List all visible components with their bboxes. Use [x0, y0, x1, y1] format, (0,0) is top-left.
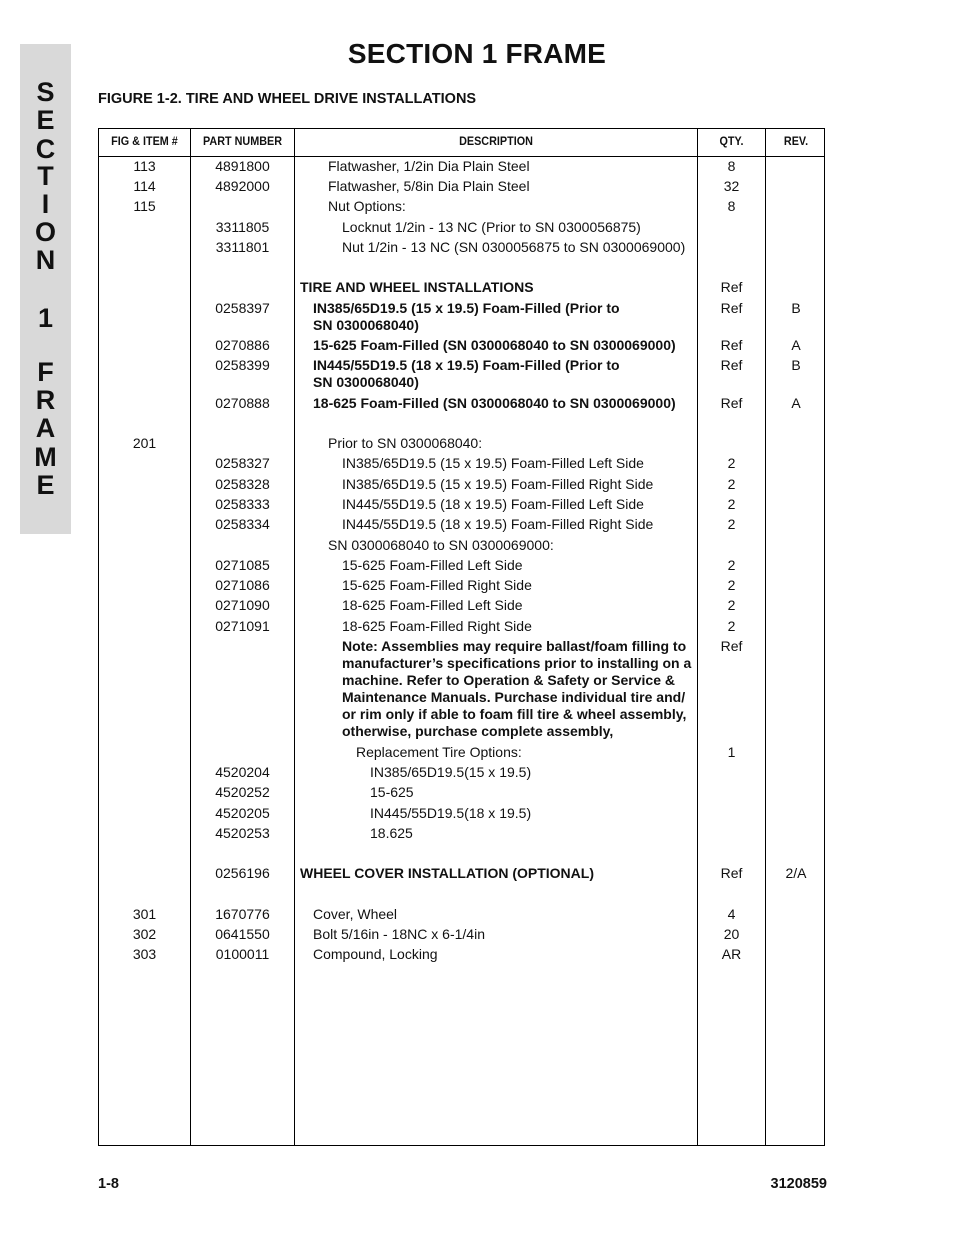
row-part-number: 4520253 — [215, 825, 270, 841]
row-qty: Ref — [720, 279, 743, 295]
row-qty: Ref — [720, 300, 743, 316]
row-description: Flatwasher, 1/2in Dia Plain Steel — [328, 158, 530, 174]
row-qty: AR — [721, 946, 742, 962]
row-qty: Ref — [720, 865, 743, 881]
row-part-number: 0258399 — [215, 357, 270, 373]
row-description: 18.625 — [370, 825, 413, 841]
header-divider — [99, 156, 824, 157]
row-part-number: 0271091 — [215, 618, 270, 634]
row-part-number: 3311801 — [215, 239, 270, 255]
row-qty: 8 — [727, 158, 736, 174]
row-description: 18-625 Foam-Filled (SN 0300068040 to SN 0300069000) — [313, 395, 676, 411]
parts-table — [98, 128, 825, 1146]
row-description: IN445/55D19.5 (18 x 19.5) Foam-Filled Right Side — [342, 516, 654, 532]
row-part-number: 0258327 — [215, 455, 270, 471]
row-part-number: 1670776 — [215, 906, 270, 922]
row-fig-item: 114 — [133, 178, 156, 194]
row-qty: 32 — [723, 178, 740, 194]
row-description: Bolt 5/16in - 18NC x 6-1/4in — [313, 926, 485, 942]
header-qty: QTY. — [719, 134, 744, 148]
header-rev: REV. — [783, 134, 809, 148]
side-tab-letter: F — [37, 357, 54, 387]
row-description: IN385/65D19.5 (15 x 19.5) Foam-Filled (Prior to SN 0300068040) — [313, 300, 620, 333]
row-description: Compound, Locking — [313, 946, 438, 962]
row-description: 15-625 Foam-Filled (SN 0300068040 to SN 0300069000) — [313, 337, 676, 353]
row-qty: Ref — [720, 357, 743, 373]
row-part-number: 4520252 — [215, 784, 270, 800]
row-description: Nut 1/2in - 13 NC (SN 0300056875 to SN 0300069000) — [342, 239, 686, 255]
side-tab-letter: C — [35, 134, 56, 164]
header-part-number: PART NUMBER — [202, 134, 283, 148]
page-number: 1-8 — [98, 1176, 119, 1192]
row-part-number: 3311805 — [215, 219, 270, 235]
row-rev: B — [791, 357, 801, 373]
row-qty: 2 — [727, 455, 736, 471]
row-qty: Ref — [720, 337, 743, 353]
side-tab-letter: M — [34, 442, 57, 472]
row-description: Locknut 1/2in - 13 NC (Prior to SN 0300056875) — [342, 219, 641, 235]
row-qty: 2 — [727, 597, 736, 613]
row-part-number: 4520205 — [215, 805, 270, 821]
row-qty: 4 — [727, 906, 736, 922]
row-description: 15-625 Foam-Filled Left Side — [342, 557, 523, 573]
row-description: 18-625 Foam-Filled Left Side — [342, 597, 523, 613]
row-part-number: 0258397 — [215, 300, 270, 316]
row-description: SN 0300068040 to SN 0300069000: — [328, 537, 554, 553]
row-rev: A — [791, 395, 801, 411]
row-part-number: 4892000 — [215, 178, 270, 194]
column-divider — [765, 129, 766, 1145]
side-tab-letter: R — [35, 385, 56, 415]
row-description: Prior to SN 0300068040: — [328, 435, 483, 451]
side-tab-letter: I — [41, 189, 50, 219]
row-description: 18-625 Foam-Filled Right Side — [342, 618, 532, 634]
row-part-number: 0100011 — [215, 946, 270, 962]
row-description: IN445/55D19.5 (18 x 19.5) Foam-Filled (Prior to SN 0300068040) — [313, 357, 620, 390]
row-part-number: 0258328 — [215, 476, 270, 492]
header-fig-item: FIG & ITEM # — [111, 134, 178, 148]
row-qty: 20 — [723, 926, 740, 942]
side-tab-letter: S — [36, 77, 55, 107]
document-number: 3120859 — [770, 1176, 827, 1192]
row-part-number: 0258333 — [215, 496, 270, 512]
row-fig-item: 303 — [132, 946, 157, 962]
row-description: IN445/55D19.5(18 x 19.5) — [370, 805, 532, 821]
row-qty: 1 — [727, 744, 736, 760]
row-description: Note: Assemblies may require ballast/foam filling to manufacturer’s specifications prior to installing on a machine. Refer to Operation & Safety or Service & Maintenance Manuals. Purchase individual tire and/ or rim only if able to foam fill tire & wheel assembly, otherwise, purchase complete assembly, — [342, 638, 692, 739]
row-part-number: 0641550 — [215, 926, 270, 942]
row-description: IN385/65D19.5 (15 x 19.5) Foam-Filled Left Side — [342, 455, 644, 471]
side-tab-letter: 1 — [37, 303, 54, 333]
row-description: IN385/65D19.5 (15 x 19.5) Foam-Filled Right Side — [342, 476, 654, 492]
figure-title: FIGURE 1-2. TIRE AND WHEEL DRIVE INSTALLATIONS — [98, 91, 477, 107]
row-part-number: 4520204 — [215, 764, 270, 780]
row-part-number: 0271090 — [215, 597, 270, 613]
row-qty: Ref — [720, 638, 743, 654]
row-description: Flatwasher, 5/8in Dia Plain Steel — [328, 178, 530, 194]
row-description: IN385/65D19.5(15 x 19.5) — [370, 764, 532, 780]
column-divider — [294, 129, 295, 1145]
row-part-number: 0271086 — [215, 577, 270, 593]
row-description: TIRE AND WHEEL INSTALLATIONS — [300, 279, 534, 295]
row-qty: 2 — [727, 618, 736, 634]
row-rev: B — [791, 300, 801, 316]
row-description: Cover, Wheel — [313, 906, 398, 922]
column-divider — [190, 129, 191, 1145]
row-qty: 2 — [727, 577, 736, 593]
row-qty: 2 — [727, 516, 736, 532]
row-fig-item: 115 — [133, 198, 156, 214]
row-description: 15-625 — [370, 784, 414, 800]
row-rev: 2/A — [785, 865, 807, 881]
row-qty: 2 — [727, 557, 736, 573]
side-tab-letter: A — [35, 413, 56, 443]
row-part-number: 0270886 — [215, 337, 270, 353]
row-part-number: 0270888 — [215, 395, 270, 411]
side-tab-letter: E — [36, 105, 55, 135]
page-title: SECTION 1 FRAME — [347, 38, 607, 69]
section-side-tab — [20, 44, 71, 534]
row-fig-item: 301 — [132, 906, 157, 922]
row-description: Nut Options: — [328, 198, 406, 214]
row-fig-item: 201 — [132, 435, 157, 451]
row-description: WHEEL COVER INSTALLATION (OPTIONAL) — [300, 865, 594, 881]
header-description: DESCRIPTION — [459, 134, 533, 148]
row-part-number: 0256196 — [215, 865, 270, 881]
row-fig-item: 302 — [132, 926, 157, 942]
row-part-number: 0258334 — [215, 516, 270, 532]
row-qty: 2 — [727, 496, 736, 512]
row-description: Replacement Tire Options: — [356, 744, 522, 760]
row-part-number: 4891800 — [215, 158, 270, 174]
row-qty: Ref — [720, 395, 743, 411]
row-qty: 2 — [727, 476, 736, 492]
row-description: 15-625 Foam-Filled Right Side — [342, 577, 532, 593]
side-tab-letter: E — [36, 470, 55, 500]
side-tab-letter: N — [35, 245, 56, 275]
row-qty: 8 — [727, 198, 736, 214]
row-fig-item: 113 — [133, 158, 156, 174]
row-rev: A — [791, 337, 801, 353]
side-tab-letter: O — [34, 217, 56, 247]
row-part-number: 0271085 — [215, 557, 270, 573]
row-description: IN445/55D19.5 (18 x 19.5) Foam-Filled Left Side — [342, 496, 644, 512]
side-tab-letter: T — [37, 161, 54, 191]
